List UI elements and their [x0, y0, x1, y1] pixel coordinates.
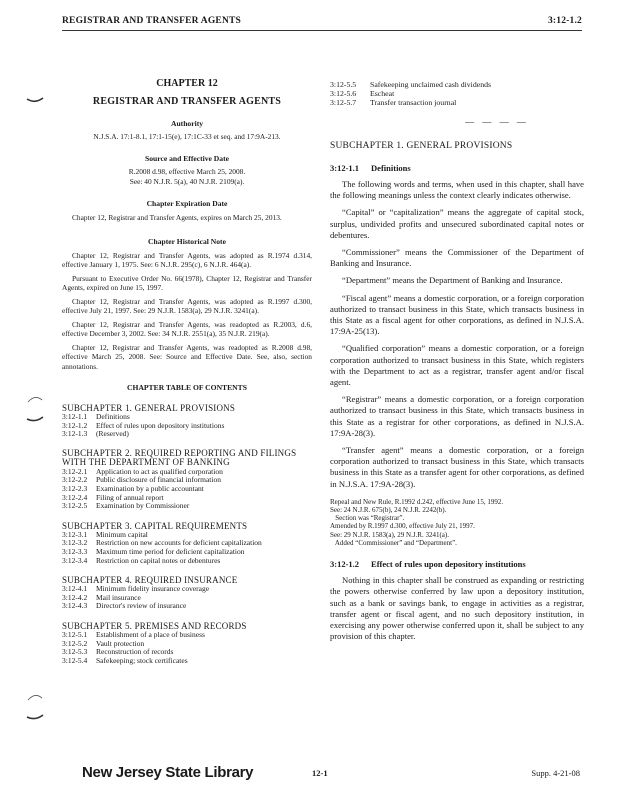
left-column: [62, 77, 312, 665]
history-note: Pursuant to Executive Order No. 66(1978), Chapter 12, Registrar and Transfer Agents, expired on June 15, 1997.: [62, 273, 312, 292]
toc-entry: 3:12-5.5 Safekeeping unclaimed cash dividends: [330, 80, 492, 89]
right-column: [330, 80, 584, 642]
toc-subchapter-title: SUBCHAPTER 4. REQUIRED INSURANCE: [62, 575, 238, 586]
history-note: Chapter 12, Registrar and Transfer Agents, was readopted as R.2003, d.6, effective December 3, 2002. See: 34 N.J.R. 2551(a), 35 N.J.R. 219(a).: [62, 319, 312, 338]
toc-entry: 3:12-3.2 Restriction on new accounts for deficient capitalization: [62, 538, 262, 548]
margin-mark-icon: [26, 95, 44, 105]
definition-paragraph: “Capital” or “capitalization” means the aggregate of capital stock, surplus, undivided profits and unsecured subordinated capital notes or debentures.: [330, 207, 584, 240]
toc-entry: 3:12-3.3 Maximum time period for deficient capitalization: [62, 546, 245, 556]
toc-subchapter-title: SUBCHAPTER 3. CAPITAL REQUIREMENTS: [62, 520, 248, 531]
margin-mark-icon: [26, 392, 44, 426]
body-paragraph: Nothing in this chapter shall be construed as expanding or restricting the powers otherwise conferred by law upon a depository institution, such as a bank or savings bank, to engage in activities as a registrar, transfer agent or fiscal agent, and no such depository institution, in exercising any power otherwise conferred upon it, shall be subject to any provision of this chapter.: [330, 575, 584, 642]
definition-paragraph: “Qualified corporation” means a domestic corporation, or a foreign corporation authorized to transact business in this State, which registers with the Department to act as a registrar, transfer agent and/or fiscal agent.: [330, 343, 584, 388]
running-header: [62, 16, 582, 31]
toc-entry: 3:12-5.1 Establishment of a place of business: [62, 629, 205, 639]
definition-paragraph: “Commissioner” means the Commissioner of the Department of Banking and Insurance.: [330, 247, 584, 269]
history-note: Chapter 12, Registrar and Transfer Agents, was readopted as R.2008 d.98, effective March 25, 2008. See: Source and Effective Date. See, also, section annotations.: [62, 342, 312, 371]
toc-entry: 3:12-4.1 Minimum fidelity insurance coverage: [62, 584, 210, 594]
subchapter-heading: SUBCHAPTER 1. GENERAL PROVISIONS: [330, 141, 513, 151]
library-watermark: New Jersey State Library: [82, 764, 254, 781]
toc-subchapter-title: SUBCHAPTER 2. REQUIRED REPORTING AND FILINGS WITH THE DEPARTMENT OF BANKING: [62, 447, 297, 468]
toc-entry: 3:12-4.2 Mail insurance: [62, 592, 141, 602]
toc-entry: 3:12-5.7 Transfer transaction journal: [330, 98, 457, 107]
history-note: Chapter 12, Registrar and Transfer Agents, was adopted as R.1997 d.300, effective July 21, 1997. See: 29 N.J.R. 1583(a), 29 N.J.R. 3241(a).: [62, 296, 312, 315]
expiration-text: Chapter 12, Registrar and Transfer Agents, expires on March 25, 2013.: [72, 213, 282, 222]
margin-mark-icon: [26, 690, 44, 724]
toc-entry: 3:12-5.6 Escheat: [330, 89, 395, 98]
page-number: 12-1: [312, 768, 328, 778]
source-text: R.2008 d.98, effective March 25, 2008.: [128, 167, 246, 176]
definition-paragraph: “Fiscal agent” means a domestic corporation, or a foreign corporation authorized to transact business in this State, which transacts business in this State as a fiscal agent for other corporations, as defined in N.J.S.A. 17:9A-25(13).: [330, 292, 584, 337]
authority-heading: Authority: [170, 119, 204, 128]
toc-entry: 3:12-5.4 Safekeeping; stock certificates: [62, 655, 188, 665]
header-title: REGISTRAR AND TRANSFER AGENTS: [62, 16, 242, 26]
header-section: 3:12-1.2: [547, 16, 582, 26]
toc-entry: 3:12-2.1 Application to act as qualified corporation: [62, 466, 223, 476]
section-heading: 3:12-1.2 Effect of rules upon depository institutions: [330, 559, 526, 570]
toc-entry: 3:12-3.4 Restriction on capital notes or debentures: [62, 555, 221, 565]
toc-entry: 3:12-2.5 Examination by Commissioner: [62, 501, 190, 511]
toc-subchapter-title: SUBCHAPTER 5. PREMISES AND RECORDS: [62, 620, 247, 631]
toc-entry: 3:12-2.2 Public disclosure of financial information: [62, 475, 221, 485]
expiration-heading: Chapter Expiration Date: [146, 199, 228, 208]
section-history: Repeal and New Rule, R.1992 d.242, effective June 15, 1992. See: 24 N.J.R. 675(b), 24 N.J.R. 2242(b). Section was “Registrar”. Amended by R.1997 d.300, effective July 21, 1997. See: 29 N.J.R. 1583(a), 29 N.J.R. 3241(a). Added “Commissioner” and “Department”.: [330, 497, 504, 547]
supplement-date: Supp. 4-21-08: [531, 768, 580, 778]
toc-entry: 3:12-4.3 Director's review of insurance: [62, 601, 187, 611]
toc-entry: 3:12-1.2 Effect of rules upon depository institutions: [62, 420, 225, 430]
source-heading: Source and Effective Date: [144, 154, 229, 163]
definition-paragraph: “Registrar” means a domestic corporation, or a foreign corporation authorized to transact business in this State, which transacts business in this State as a registrar for other corporations, as defined in N.J.S.A. 17:9A-28(3).: [330, 394, 584, 438]
toc-entry: 3:12-5.3 Reconstruction of records: [62, 647, 174, 657]
toc-entry: 3:12-1.3 (Reserved): [62, 429, 129, 439]
chapter-number: CHAPTER 12: [156, 78, 218, 89]
definition-paragraph: “Transfer agent” means a domestic corporation, or a foreign corporation authorized to transact business in this State, which transacts business in this State as a transfer agent for other corporations, as defined in N.J.S.A. 17:9A-28(3).: [330, 445, 584, 489]
toc-subchapter-title: SUBCHAPTER 1. GENERAL PROVISIONS: [62, 403, 236, 413]
toc-entry: 3:12-5.2 Vault protection: [62, 638, 145, 648]
authority-text: N.J.S.A. 17:1-8.1, 17:1-15(e), 17:1C-33 et seq. and 17:9A-213.: [93, 132, 281, 141]
history-heading: Chapter Historical Note: [148, 236, 226, 246]
section-divider: — — — —: [465, 117, 529, 127]
section-heading: 3:12-1.1 Definitions: [330, 163, 411, 173]
toc-entry: 3:12-1.1 Definitions: [62, 412, 130, 421]
history-note: Chapter 12, Registrar and Transfer Agents, was adopted as R.1974 d.314, effective January 1, 1975. See: 6 N.J.R. 295(c), 6 N.J.R. 464(a).: [62, 250, 312, 269]
toc-heading: CHAPTER TABLE OF CONTENTS: [127, 383, 247, 392]
definition-paragraph: “Department” means the Department of Banking and Insurance.: [342, 275, 563, 286]
chapter-title: REGISTRAR AND TRANSFER AGENTS: [92, 96, 282, 107]
body-paragraph: The following words and terms, when used in this chapter, shall have the following meanings unless the context clearly indicates otherwise.: [330, 179, 584, 201]
source-text: See: 40 N.J.R. 5(a), 40 N.J.R. 2109(a).: [129, 177, 245, 186]
toc-entry: 3:12-2.4 Filing of annual report: [62, 492, 164, 502]
toc-entry: 3:12-3.1 Minimum capital: [62, 529, 148, 539]
toc-entry: 3:12-2.3 Examination by a public accountant: [62, 483, 204, 493]
